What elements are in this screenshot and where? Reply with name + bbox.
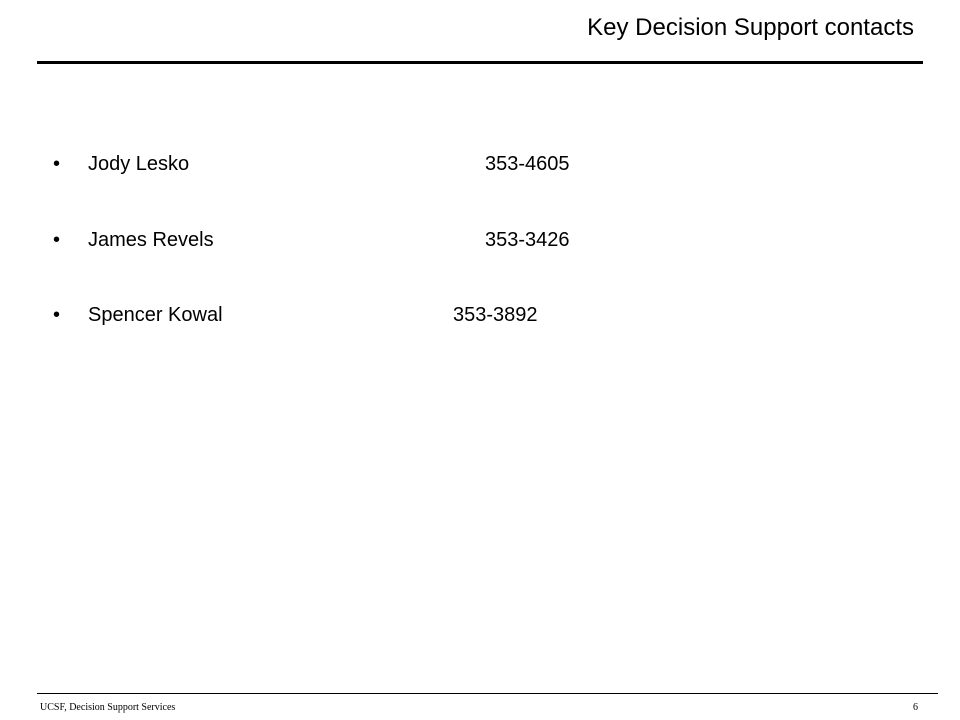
bullet-icon: • xyxy=(53,304,61,326)
contact-phone: 353-3426 xyxy=(485,229,570,251)
bullet-icon: • xyxy=(53,153,61,175)
slide-title: Key Decision Support contacts xyxy=(587,14,914,41)
contact-name: Jody Lesko xyxy=(88,153,190,175)
page-number: 6 xyxy=(913,702,918,713)
footer-divider xyxy=(37,693,938,694)
footer-text: UCSF, Decision Support Services xyxy=(40,702,176,713)
contact-phone: 353-4605 xyxy=(485,153,570,175)
contact-item xyxy=(0,225,960,255)
contact-item xyxy=(0,149,960,179)
contact-name: James Revels xyxy=(88,229,214,251)
contact-name: Spencer Kowal xyxy=(88,304,223,326)
contact-item xyxy=(0,300,960,330)
bullet-icon: • xyxy=(53,229,61,251)
contact-phone: 353-3892 xyxy=(453,304,538,326)
